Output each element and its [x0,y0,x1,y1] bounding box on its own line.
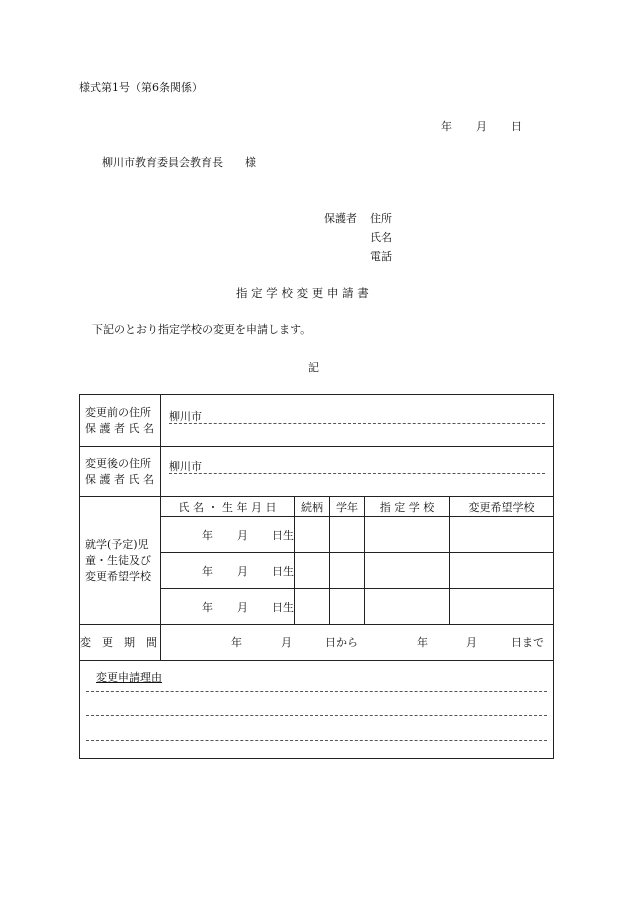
student-label-line2: 童・生徒及び [85,553,151,567]
after-prefill: 柳川市 [169,460,202,473]
dob-month: 月 [237,528,248,542]
student-label-line3: 変更希望学校 [85,569,151,583]
student-designated-cell[interactable] [365,589,450,625]
after-dashed-line [169,473,545,474]
before-label-line1: 変更前の住所 [85,405,151,419]
period-year1: 年 [231,636,242,649]
guardian-address-label: 住所 [370,212,392,225]
dob-month: 月 [237,600,248,614]
student-label [80,497,161,625]
before-label [80,395,161,447]
student-label-line1: 就学(予定)児 [85,537,149,551]
header-grade: 学年 [330,497,365,517]
ki-heading: 記 [308,361,319,374]
period-from: 日から [325,636,358,649]
student-grade-cell[interactable] [330,553,365,589]
guardian-role: 保護者 [324,212,357,225]
application-table [79,394,554,759]
reason-label: 変更申請理由 [96,671,162,684]
after-label [80,447,161,497]
before-label-line2: 保 護 者 氏 名 [85,421,154,435]
student-grade-cell[interactable] [330,589,365,625]
student-relation-cell[interactable] [295,553,330,589]
student-dob-cell[interactable] [161,517,295,553]
form-number: 様式第1号（第6条関係） [79,81,203,94]
dob-month: 月 [237,564,248,578]
dob-born: 日生 [272,564,294,578]
header-relation: 続柄 [295,497,330,517]
dob-year: 年 [202,564,213,578]
dob-year: 年 [202,528,213,542]
intro-text: 下記のとおり指定学校の変更を申請します。 [92,323,312,336]
guardian-phone-label: 電話 [370,250,392,263]
reason-line [86,691,547,692]
student-grade-cell[interactable] [330,517,365,553]
reason-line [86,715,547,716]
after-row [80,447,554,497]
header-designated: 指 定 学 校 [365,497,450,517]
date-year: 年 [441,120,452,133]
student-desired-cell[interactable] [450,553,554,589]
after-label-line2: 保 護 者 氏 名 [85,472,154,486]
header-name-dob: 氏 名 ・ 生 年 月 日 [161,497,295,517]
period-label: 変 更 期 間 [80,625,161,661]
guardian-name-label: 氏名 [370,231,392,244]
student-relation-cell[interactable] [295,589,330,625]
dob-born: 日生 [272,600,294,614]
reason-row [80,661,554,759]
period-month1: 月 [281,636,292,649]
student-desired-cell[interactable] [450,589,554,625]
after-label-line1: 変更後の住所 [85,456,151,470]
period-row [80,625,554,661]
student-relation-cell[interactable] [295,517,330,553]
period-year2: 年 [417,636,428,649]
period-cell[interactable] [161,625,554,661]
reason-cell[interactable] [80,661,554,759]
addressee: 柳川市教育委員会教育長 様 [102,156,256,169]
before-dashed-line [169,423,545,424]
before-prefill: 柳川市 [169,410,202,423]
header-desired: 変更希望学校 [450,497,554,517]
student-desired-cell[interactable] [450,517,554,553]
date-day: 日 [511,120,522,133]
date-month: 月 [476,120,487,133]
period-until: 日まで [511,636,544,649]
reason-line [86,740,547,741]
student-dob-cell[interactable] [161,589,295,625]
dob-year: 年 [202,600,213,614]
before-row [80,395,554,447]
before-address-cell[interactable] [161,395,554,447]
student-dob-cell[interactable] [161,553,295,589]
document-title: 指 定 学 校 変 更 申 請 書 [236,286,369,300]
student-designated-cell[interactable] [365,517,450,553]
after-address-cell[interactable] [161,447,554,497]
student-designated-cell[interactable] [365,553,450,589]
dob-born: 日生 [272,528,294,542]
student-header-row [80,497,554,517]
period-month2: 月 [466,636,477,649]
